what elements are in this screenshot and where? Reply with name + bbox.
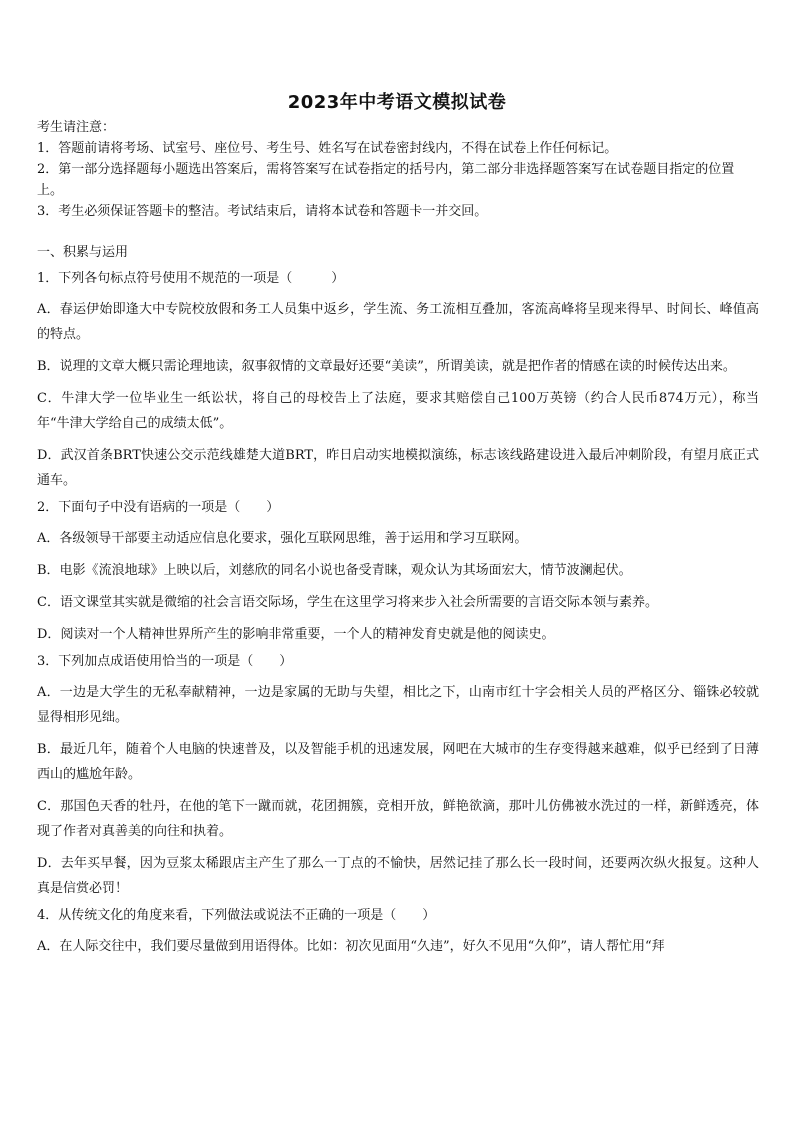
option-text: 去年买早餐，因为豆浆太稀跟店主产生了那么一丁点的不愉快，居然记挂了那么长一段时间，还要两次纵火报复。这种人真是信赏必罚！ (37, 856, 759, 896)
question-4 (37, 905, 759, 959)
option-label: A． (37, 531, 60, 546)
option-text: 牛津大学一位毕业生一纸讼状，将自己的母校告上了法庭，要求其赔偿自己100万英镑（约合人民币874万元），称当年“牛津大学给自己的成绩太低”。 (37, 391, 759, 431)
option-label: A． (37, 685, 60, 700)
question-stem: 1．下列各句标点符号使用不规范的一项是（ ） (37, 271, 345, 286)
option-label: C． (37, 799, 61, 814)
notice-item: 3．考生必须保证答题卡的整洁。考试结束后，请将本试卷和答题卡一并交回。 (37, 204, 488, 219)
notice-item: 1．答题前请将考场、试室号、座位号、考生号、姓名写在试卷密封线内，不得在试卷上作任何标记。 (37, 141, 618, 156)
option-text: 各级领导干部要主动适应信息化要求，强化互联网思维，善于运用和学习互联网。 (59, 531, 528, 546)
option-text: 最近几年，随着个人电脑的快速普及，以及智能手机的迅速发展，网吧在大城市的生存变得越来越难，似乎已经到了日薄西山的尴尬年龄。 (37, 742, 759, 782)
option-label: D． (37, 856, 61, 871)
option-text: 一边是大学生的无私奉献精神，一边是家属的无助与失望，相比之下，山南市红十字会相关人员的严格区分、锱铢必较就显得相形见绌。 (37, 685, 759, 725)
option-label: B． (37, 563, 60, 578)
candidate-notice (37, 117, 759, 222)
option-label: D． (37, 448, 61, 463)
option-label: A． (37, 302, 60, 317)
option-label: A． (37, 939, 60, 954)
question-stem: 4．从传统文化的角度来看，下列做法或说法不正确的一项是（ ） (37, 908, 436, 923)
option-text: 语文课堂其实就是微缩的社会言语交际场，学生在这里学习将来步入社会所需要的言语交际本领与素养。 (59, 595, 658, 610)
question-2 (37, 497, 759, 647)
notice-heading: 考生请注意： (37, 120, 116, 135)
exam-content (37, 117, 759, 959)
option-text: 阅读对一个人精神世界所产生的影响非常重要，一个人的精神发育史就是他的阅读史。 (60, 627, 555, 642)
option-label: B． (37, 359, 60, 374)
option-a[interactable] (37, 934, 759, 959)
option-label: C． (37, 391, 62, 406)
option-d[interactable] (37, 622, 759, 647)
option-a[interactable] (37, 526, 759, 551)
option-b[interactable] (37, 737, 759, 787)
option-text: 在人际交往中，我们要尽量做到用语得体。比如：初次见面用“久违”，好久不见用“久仰”，请人帮忙用“拜 (59, 939, 665, 954)
option-b[interactable] (37, 558, 759, 583)
question-stem: 3．下列加点成语使用恰当的一项是（ ） (37, 654, 293, 669)
exam-title: 2023年中考语文模拟试卷 (287, 92, 507, 113)
question-stem: 2．下面句子中没有语病的一项是（ ） (37, 500, 280, 515)
option-d[interactable] (37, 851, 759, 901)
option-c[interactable] (37, 794, 759, 844)
option-a[interactable] (37, 680, 759, 730)
section-heading: 一、积累与运用 (37, 245, 129, 260)
option-text: 那国色天香的牡丹，在他的笔下一蹴而就，花团拥簇，竞相开放，鲜艳欲滴，那叶儿仿佛被水洗过的一样，新鲜透亮，体现了作者对真善美的向往和执着。 (37, 799, 759, 839)
option-label: B． (37, 742, 60, 757)
option-c[interactable] (37, 590, 759, 615)
option-b[interactable] (37, 354, 759, 379)
question-1 (37, 268, 759, 493)
question-3 (37, 651, 759, 901)
option-text: 武汉首条BRT快速公交示范线雄楚大道BRT，昨日启动实地模拟演练，标志该线路建设进入最后冲刺阶段，有望月底正式通车。 (37, 448, 759, 488)
notice-item: 2．第一部分选择题每小题选出答案后，需将答案写在试卷指定的括号内，第二部分非选择题答案写在试卷题目指定的位置上。 (37, 162, 735, 198)
option-text: 电影《流浪地球》上映以后，刘慈欣的同名小说也备受青睐，观众认为其场面宏大，情节波澜起伏。 (59, 563, 632, 578)
option-text: 春运伊始即逢大中专院校放假和务工人员集中返乡，学生流、务工流相互叠加，客流高峰将呈现来得早、时间长、峰值高的特点。 (37, 302, 759, 342)
option-a[interactable] (37, 297, 759, 347)
option-d[interactable] (37, 443, 759, 493)
option-label: C． (37, 595, 60, 610)
option-text: 说理的文章大概只需论理地读，叙事叙情的文章最好还要“美读”，所谓美读，就是把作者的情感在读的时候传达出来。 (59, 359, 736, 374)
option-c[interactable] (37, 386, 759, 436)
option-label: D． (37, 627, 61, 642)
